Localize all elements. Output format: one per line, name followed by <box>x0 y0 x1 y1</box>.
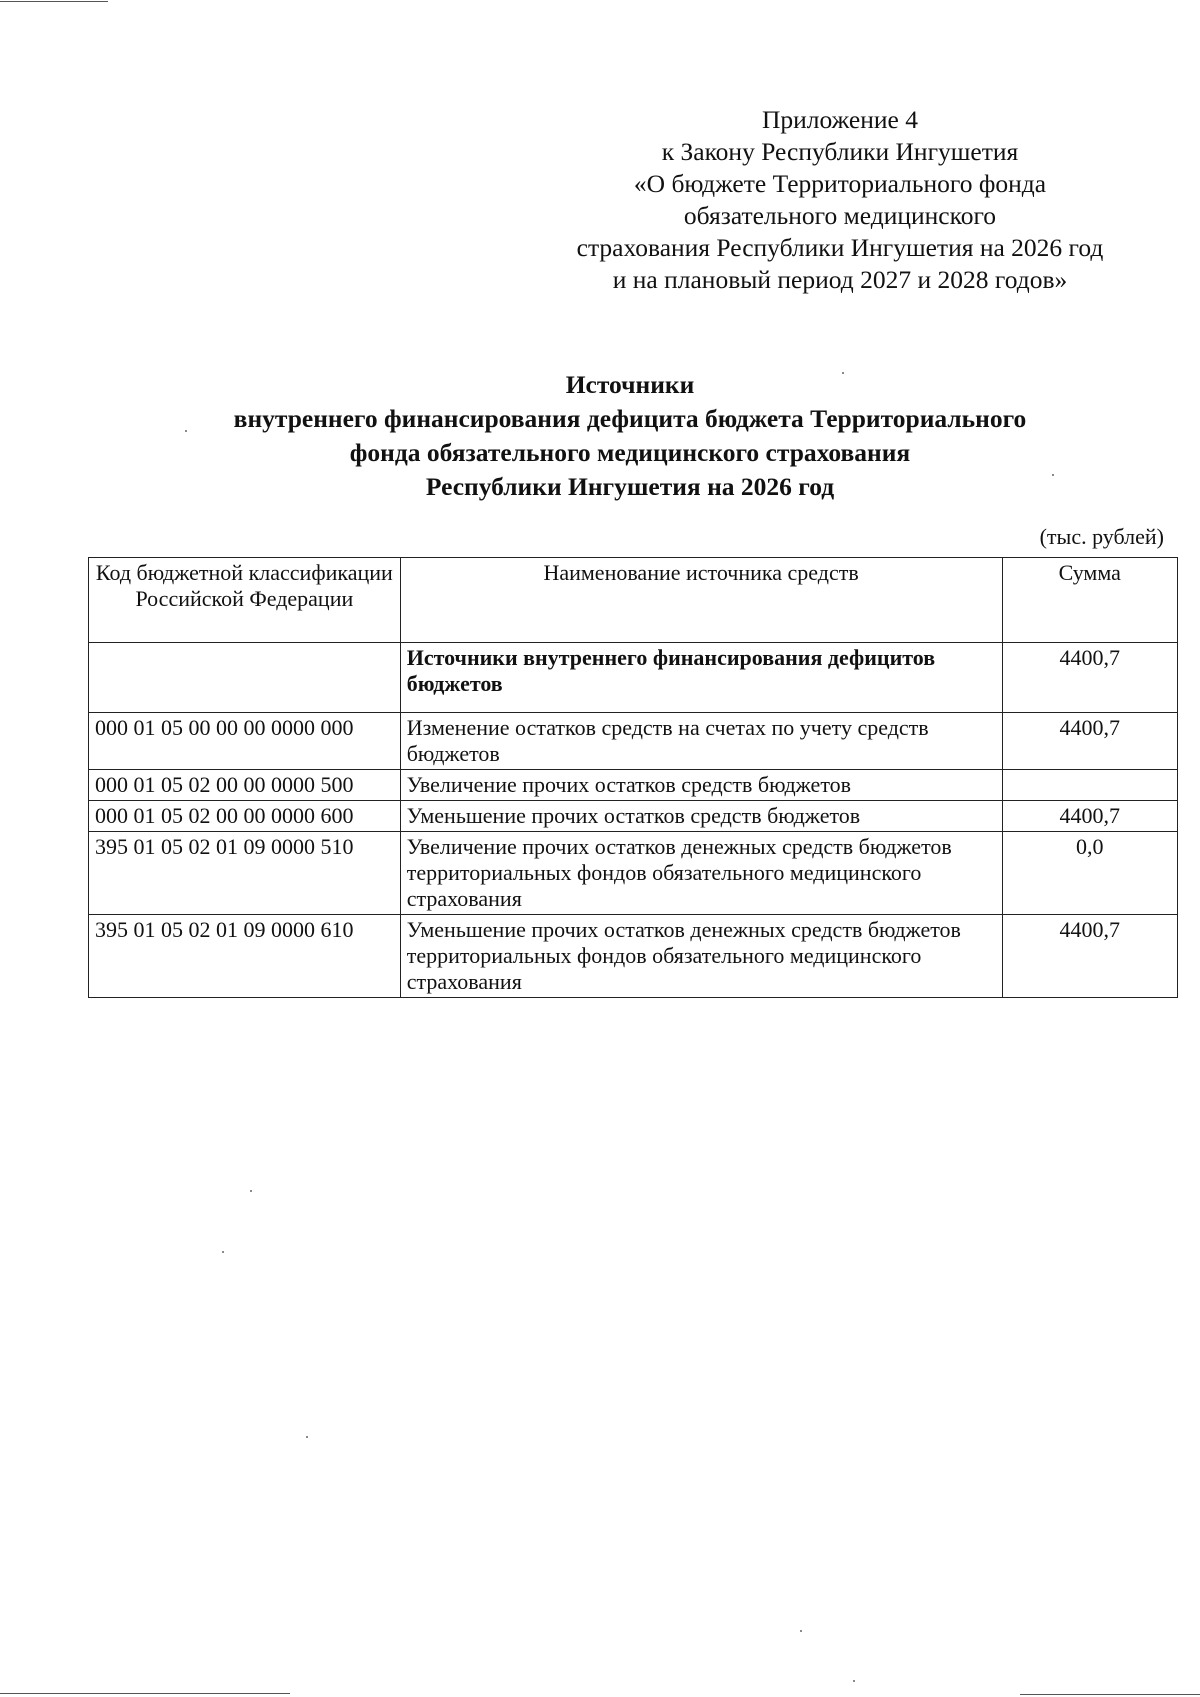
title-line: Источники <box>565 370 695 399</box>
scan-speck <box>222 1251 224 1253</box>
header-name: Наименование источника средств <box>400 558 1002 643</box>
cell-sum: 4400,7 <box>1002 801 1178 832</box>
cell-name: Уменьшение прочих остатков средств бюджетов <box>400 801 1002 832</box>
table-row <box>89 801 1178 832</box>
cell-name: Источники внутреннего финансирования дефицитов бюджетов <box>400 643 1002 713</box>
table-header-row <box>89 558 1178 643</box>
appendix-header <box>500 104 1180 296</box>
cell-name: Увеличение прочих остатков средств бюджетов <box>400 770 1002 801</box>
scan-speck <box>800 1630 802 1632</box>
table-row <box>89 643 1178 713</box>
table-row <box>89 713 1178 770</box>
cell-code: 000 01 05 02 00 00 0000 500 <box>89 770 401 801</box>
title-line: внутреннего финансирования дефицита бюджета Территориального <box>233 404 1027 433</box>
cell-name: Уменьшение прочих остатков денежных средств бюджетов территориальных фондов обязательного медицинского страхования <box>400 915 1002 998</box>
cell-code <box>89 643 401 713</box>
cell-name: Изменение остатков средств на счетах по учету средств бюджетов <box>400 713 1002 770</box>
cell-sum: 4400,7 <box>1002 643 1178 713</box>
header-sum: Сумма <box>1002 558 1178 643</box>
scan-edge-bottom-right <box>1020 1694 1200 1695</box>
table-row <box>89 832 1178 915</box>
scan-edge-top <box>0 1 108 2</box>
cell-code: 000 01 05 00 00 00 0000 000 <box>89 713 401 770</box>
cell-sum <box>1002 770 1178 801</box>
appendix-line: и на плановый период 2027 и 2028 годов» <box>612 265 1068 294</box>
units-label: (тыс. рублей) <box>1039 524 1164 549</box>
scan-speck <box>306 1436 308 1438</box>
cell-sum: 4400,7 <box>1002 713 1178 770</box>
cell-sum: 4400,7 <box>1002 915 1178 998</box>
title-line: фонда обязательного медицинского страхования <box>349 438 911 467</box>
table-row <box>89 915 1178 998</box>
budget-sources-table <box>88 557 1178 998</box>
title-line: Республики Ингушетия на 2026 год <box>425 472 835 501</box>
header-code: Код бюджетной классификации Российской Федерации <box>89 558 401 643</box>
cell-name: Увеличение прочих остатков денежных средств бюджетов территориальных фондов обязательного медицинского страхования <box>400 832 1002 915</box>
appendix-line: обязательного медицинского <box>683 201 997 230</box>
cell-code: 000 01 05 02 00 00 0000 600 <box>89 801 401 832</box>
cell-code: 395 01 05 02 01 09 0000 610 <box>89 915 401 998</box>
table-row <box>89 770 1178 801</box>
scan-edge-bottom-left <box>0 1693 290 1694</box>
document-title <box>180 368 1080 504</box>
appendix-line: Приложение 4 <box>762 105 918 134</box>
scan-speck <box>250 1190 252 1192</box>
scan-speck <box>853 1680 855 1682</box>
appendix-line: «О бюджете Территориального фонда <box>633 169 1047 198</box>
cell-code: 395 01 05 02 01 09 0000 510 <box>89 832 401 915</box>
appendix-line: страхования Республики Ингушетия на 2026 год <box>576 233 1104 262</box>
cell-sum: 0,0 <box>1002 832 1178 915</box>
appendix-line: к Закону Республики Ингушетия <box>661 137 1019 166</box>
